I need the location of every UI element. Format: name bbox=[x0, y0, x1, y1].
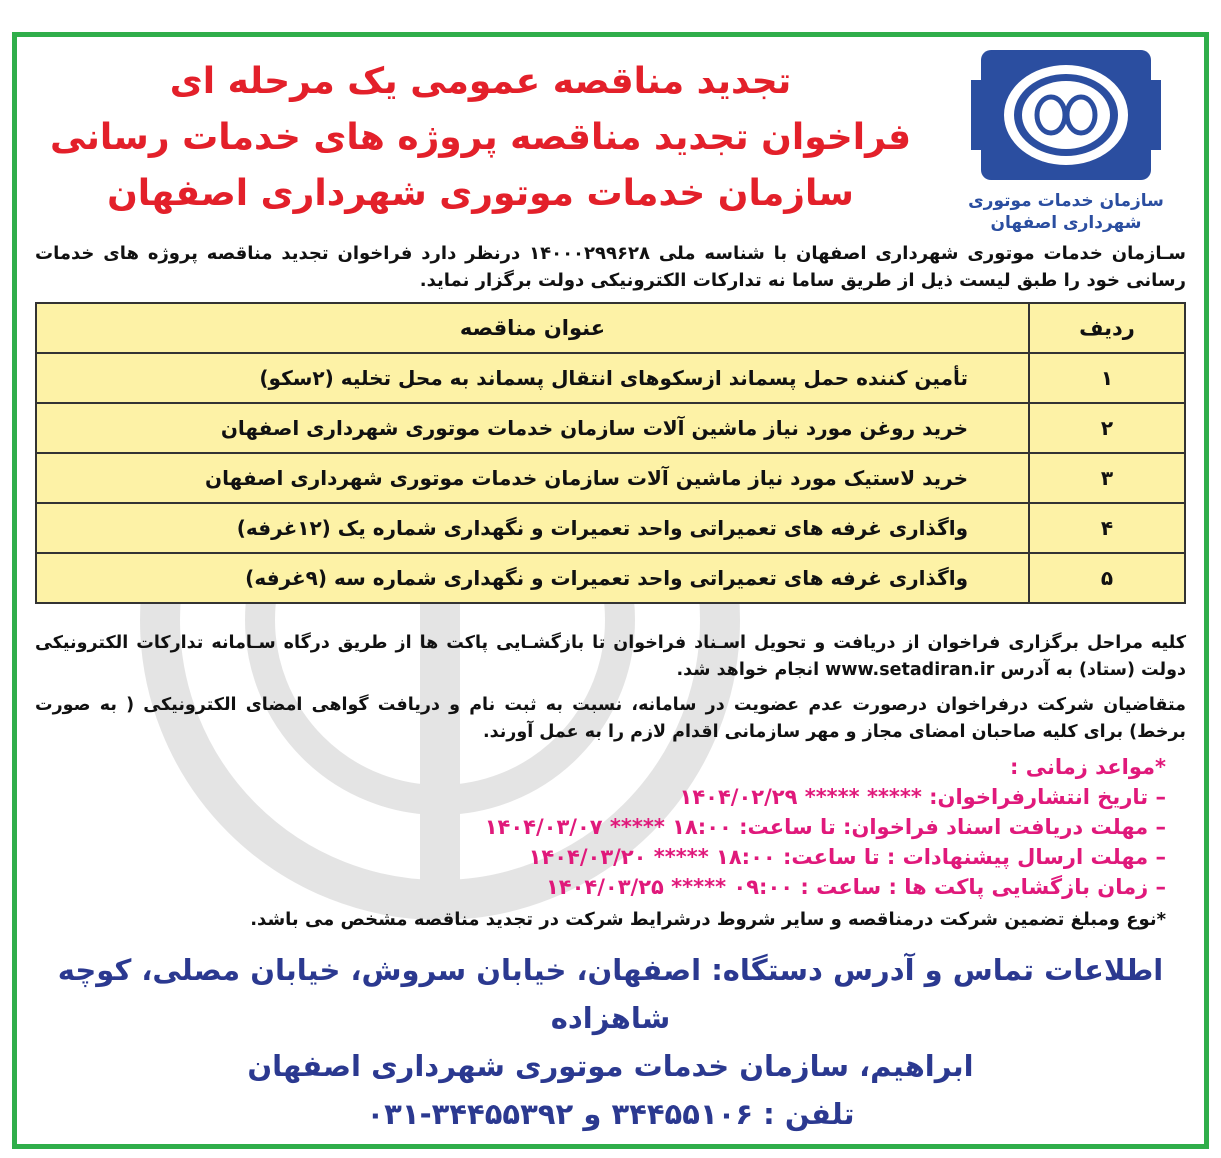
registration-paragraph: متقاضیان شرکت درفراخوان درصورت عدم عضویت در سامانه، نسبت به ثبت نام و دریافت گواهی امضای الکترونیکی ( به صورت برخط) برای کلیه صاحبان امضای مجاز و مهر سازمانی اقدام لازم را به عمل آورند. bbox=[35, 695, 1186, 742]
row-number: ۱ bbox=[1029, 353, 1185, 403]
row-number: ۳ bbox=[1029, 453, 1185, 503]
logo-text-1: سازمان خدمات موتوری bbox=[968, 191, 1164, 211]
schedule-item: – مهلت دریافت اسناد فراخوان: تا ساعت: ۱۸:۰۰ ***** ۱۴۰۴/۰۳/۰۷ bbox=[484, 815, 1166, 839]
header-row-number: ردیف bbox=[1029, 303, 1185, 353]
announcement-header bbox=[35, 40, 1186, 234]
tender-table bbox=[35, 302, 1186, 604]
guarantee-note: *نوع ومبلغ تضمین شرکت درمناقصه و سایر شروط درشرایط شرکت در تجدید مناقصه مشخص می باشد. bbox=[250, 909, 1166, 930]
table-row bbox=[36, 453, 1185, 503]
title-line-3: سازمان خدمات موتوری شهرداری اصفهان bbox=[107, 173, 854, 214]
schedule-item: – تاریخ انتشارفراخوان: ***** ***** ۱۴۰۴/۰۲/۲۹ bbox=[679, 785, 1166, 809]
contact-phone: تلفن : ۳۴۴۵۵۱۰۶ و ۳۴۴۵۵۳۹۲-۰۳۱ bbox=[366, 1097, 855, 1131]
announcement-title bbox=[35, 40, 926, 222]
table-row bbox=[36, 503, 1185, 553]
intro-paragraph: سـازمان خدمات موتوری شهرداری اصفهان با شناسه ملی ۱۴۰۰۰۲۹۹۶۲۸ درنظر دارد فراخوان تجدید مناقصه پروژه های خدمات رسانی خود را طبق لیست ذیل از طریق ساما نه تدارکات الکترونیکی دولت برگزار نماید. bbox=[35, 243, 1186, 291]
title-line-1: تجدید مناقصه عمومی یک مرحله ای bbox=[169, 61, 792, 102]
title-line-2: فراخوان تجدید مناقصه پروژه های خدمات رسانی bbox=[49, 117, 912, 158]
contact-address-line-2: ابراهیم، سازمان خدمات موتوری شهرداری اصفهان bbox=[247, 1049, 974, 1083]
procedure-paragraph: کلیه مراحل برگزاری فراخوان از دریافت و تحویل اسـناد فراخوان تا بازگشـایی پاکت ها از طریق درگاه سـامانه تدارکات الکترونیکی دولت (ستاد) به آدرس www.setadiran.ir انجام خواهد شد. bbox=[35, 633, 1186, 680]
schedule-item: – مهلت ارسال پیشنهادات : تا ساعت: ۱۸:۰۰ ***** ۱۴۰۴/۰۳/۲۰ bbox=[528, 845, 1166, 869]
contact-address-line-1: اطلاعات تماس و آدرس دستگاه: اصفهان، خیابان سروش، خیابان مصلی، کوچه شاهزاده bbox=[57, 953, 1164, 1035]
tender-title: واگذاری غرفه های تعمیراتی واحد تعمیرات و نگهداری شماره سه (۹غرفه) bbox=[36, 553, 1029, 603]
tender-title: خرید روغن مورد نیاز ماشین آلات سازمان خدمات موتوری شهرداری اصفهان bbox=[36, 403, 1029, 453]
tender-title: خرید لاستیک مورد نیاز ماشین آلات سازمان خدمات موتوری شهرداری اصفهان bbox=[36, 453, 1029, 503]
row-number: ۴ bbox=[1029, 503, 1185, 553]
table-row bbox=[36, 553, 1185, 603]
table-header-row bbox=[36, 303, 1185, 353]
organization-logo bbox=[946, 40, 1186, 234]
logo-emblem-icon bbox=[966, 40, 1166, 190]
schedule-section bbox=[35, 752, 1186, 902]
tender-title: تأمین کننده حمل پسماند ازسکوهای انتقال پسماند به محل تخلیه (۲سکو) bbox=[36, 353, 1029, 403]
table-row bbox=[36, 353, 1185, 403]
table-row bbox=[36, 403, 1185, 453]
logo-text-2: شهرداری اصفهان bbox=[990, 213, 1142, 233]
tender-title: واگذاری غرفه های تعمیراتی واحد تعمیرات و نگهداری شماره یک (۱۲غرفه) bbox=[36, 503, 1029, 553]
contact-info bbox=[35, 946, 1186, 1138]
row-number: ۵ bbox=[1029, 553, 1185, 603]
schedule-heading: *مواعد زمانی : bbox=[1010, 755, 1166, 779]
row-number: ۲ bbox=[1029, 403, 1185, 453]
header-tender-title: عنوان مناقصه bbox=[36, 303, 1029, 353]
schedule-item: – زمان بازگشایی پاکت ها : ساعت : ۰۹:۰۰ ***** ۱۴۰۴/۰۳/۲۵ bbox=[545, 875, 1166, 899]
